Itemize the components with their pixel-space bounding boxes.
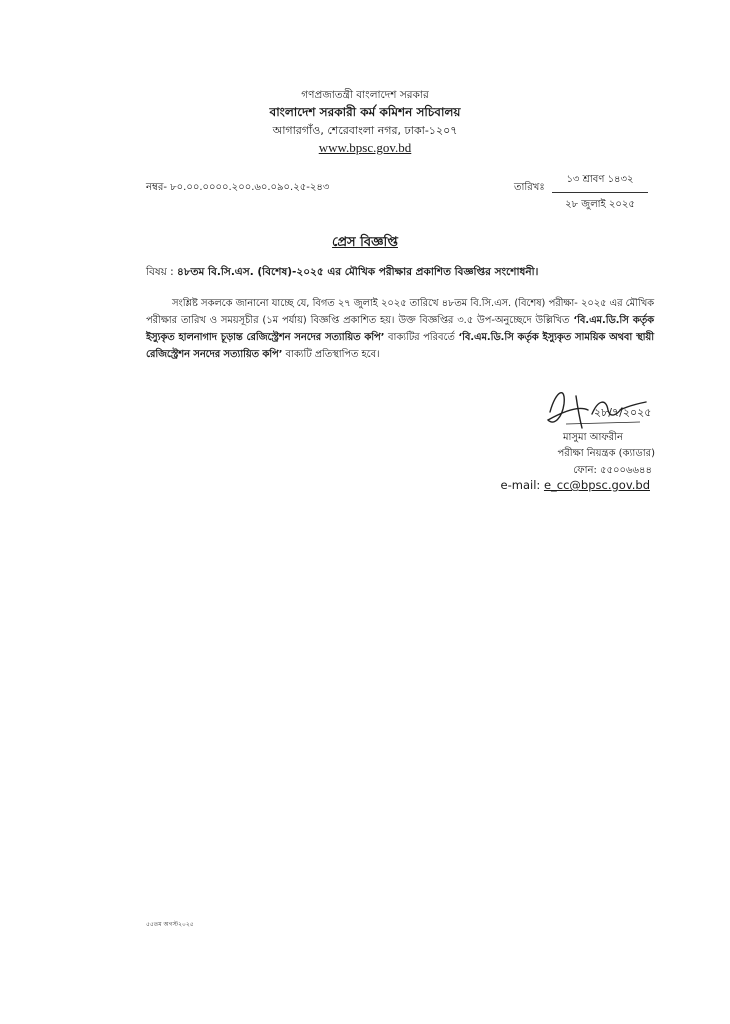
body-bold2: ‘বি.এম.ডি.সি কর্তৃক ইস্যুকৃত সাময়িক অথবা স্থায়ী রেজিস্ট্রেশন সনদের সত্যায়িত কপি’ xyxy=(146,332,655,360)
subject-line xyxy=(146,265,538,282)
office-address: আগারগাঁও, শেরেবাংলা নগর, ঢাকা-১২০৭ xyxy=(272,124,458,137)
body-part3: বাক্যটি প্রতিস্থাপিত হবে। xyxy=(282,349,380,360)
subject-label: বিষয় : xyxy=(146,266,174,278)
signatory-email xyxy=(470,478,650,492)
footer-mark: ৫৫তম অগস্ট২০২৫ xyxy=(146,921,194,928)
subject-text: ৪৮তম বি.সি.এস. (বিশেষ)-২০২৫ এর মৌখিক পরীক্ষার প্রকাশিত বিজ্ঞপ্তির সংশোধনী। xyxy=(177,266,539,278)
signatory-phone: ফোন: ৫৫০০৬৬৪৪ xyxy=(573,465,652,476)
website-link[interactable]: www.bpsc.gov.bd xyxy=(318,140,412,155)
office-name: বাংলাদেশ সরকারী কর্ম কমিশন সচিবালয় xyxy=(269,105,461,119)
date-label: তারিখঃ xyxy=(514,182,545,193)
body-bold1: ‘বি.এম.ডি.সি কর্তৃক ইস্যুকৃত হালনাগাদ চূড়ান্ত রেজিস্ট্রেশন সনদের সত্যায়িত কপি’ xyxy=(146,315,654,343)
signatory-designation: পরীক্ষা নিয়ন্ত্রক (ক্যাডার) xyxy=(557,448,655,459)
page-title: প্রেস বিজ্ঞপ্তি xyxy=(332,235,398,250)
memo-number: নম্বর- ৮০.০০.০০০০.২০০.৬০.০৯০.২৫-২৪৩ xyxy=(146,182,330,193)
body-part1: সংশ্লিষ্ট সকলকে জানানো যাচ্ছে যে, বিগত ২৭ জুলাই ২০২৫ তারিখে ৪৮তম বি.সি.এস. (বিশেষ) পরীক্ষা- ২০২৫ এর মৌখিক পরীক্ষার তারিখ ও সময়সূচীর (১ম পর্যায়) বিজ্ঞপ্তি প্রকাশিত হয়। উক্ত বিজ্ঞপ্তির ৩.৫ উপ-অনুচ্ছেদে উল্লিখিত xyxy=(146,298,654,326)
body-paragraph xyxy=(146,295,654,363)
date-block xyxy=(552,172,648,214)
date-bangla: ১৩ শ্রাবণ ১৪৩২ xyxy=(552,172,648,193)
body-part2: বাক্যটির পরিবর্তে xyxy=(384,332,459,343)
email-label: e-mail: xyxy=(500,478,541,492)
government-line: গণপ্রজাতন্ত্রী বাংলাদেশ সরকার xyxy=(301,89,429,101)
email-link[interactable]: e_cc@bpsc.gov.bd xyxy=(543,478,650,492)
signatory-name: মাসুমা আফরীন xyxy=(563,432,623,443)
date-english: ২৮ জুলাই ২০২৫ xyxy=(565,199,635,210)
svg-text:২৮/৭/২০২৫: ২৮/৭/২০২৫ xyxy=(594,406,651,419)
